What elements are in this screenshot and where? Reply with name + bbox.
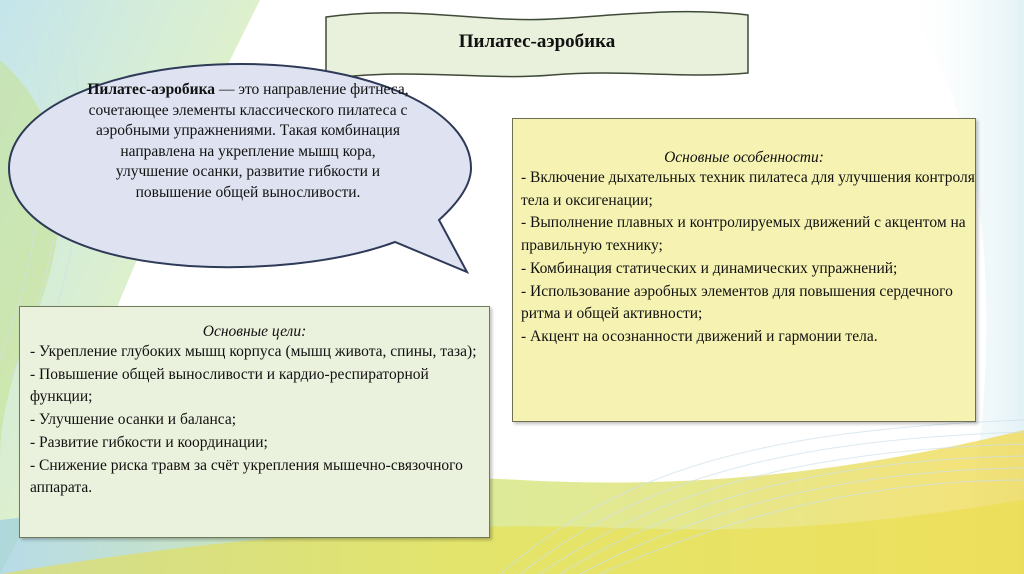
goal-item: - Повышение общей выносливости и кардио-респираторной функции; — [30, 365, 429, 406]
definition-text — [83, 80, 413, 203]
goal-item: - Снижение риска травм за счёт укрепления мышечно-связочного аппарата. — [30, 456, 463, 497]
feature-item: - Включение дыхательных техник пилатеса для улучшения контроля тела и оксигенации; — [521, 169, 975, 209]
goal-item: - Улучшение осанки и баланса; — [30, 411, 237, 429]
definition-term: Пилатес-аэробика — [87, 81, 216, 98]
goals-heading: Основные цели: — [202, 323, 307, 340]
feature-item: - Использование аэробных элементов для повышения сердечного ритма и общей активности; — [521, 282, 953, 323]
feature-item: - Акцент на осознанности движений и гармонии тела. — [521, 327, 878, 345]
features-box — [512, 118, 976, 422]
goals-list — [20, 341, 489, 500]
feature-item: - Выполнение плавных и контролируемых движений с акцентом на правильную технику; — [521, 214, 966, 255]
features-heading: Основные особенности: — [664, 149, 824, 166]
goal-item: - Укрепление глубоких мышц корпуса (мышц живота, спины, таза); — [30, 343, 477, 360]
definition-bubble — [5, 60, 480, 285]
features-list — [513, 167, 975, 349]
definition-body: — это направление фитнеса, сочетающее элементы классического пилатеса с аэробными упражнениями. Такая комбинация направлена на укрепление мышц кора, улучшение осанки, развитие гибкости и повышение общей выносливости. — [88, 81, 409, 201]
goals-box — [19, 306, 490, 538]
slide-title: Пилатес-аэробика — [458, 31, 616, 52]
feature-item: - Комбинация статических и динамических упражнений; — [521, 259, 898, 277]
goal-item: - Развитие гибкости и координации; — [30, 433, 268, 451]
